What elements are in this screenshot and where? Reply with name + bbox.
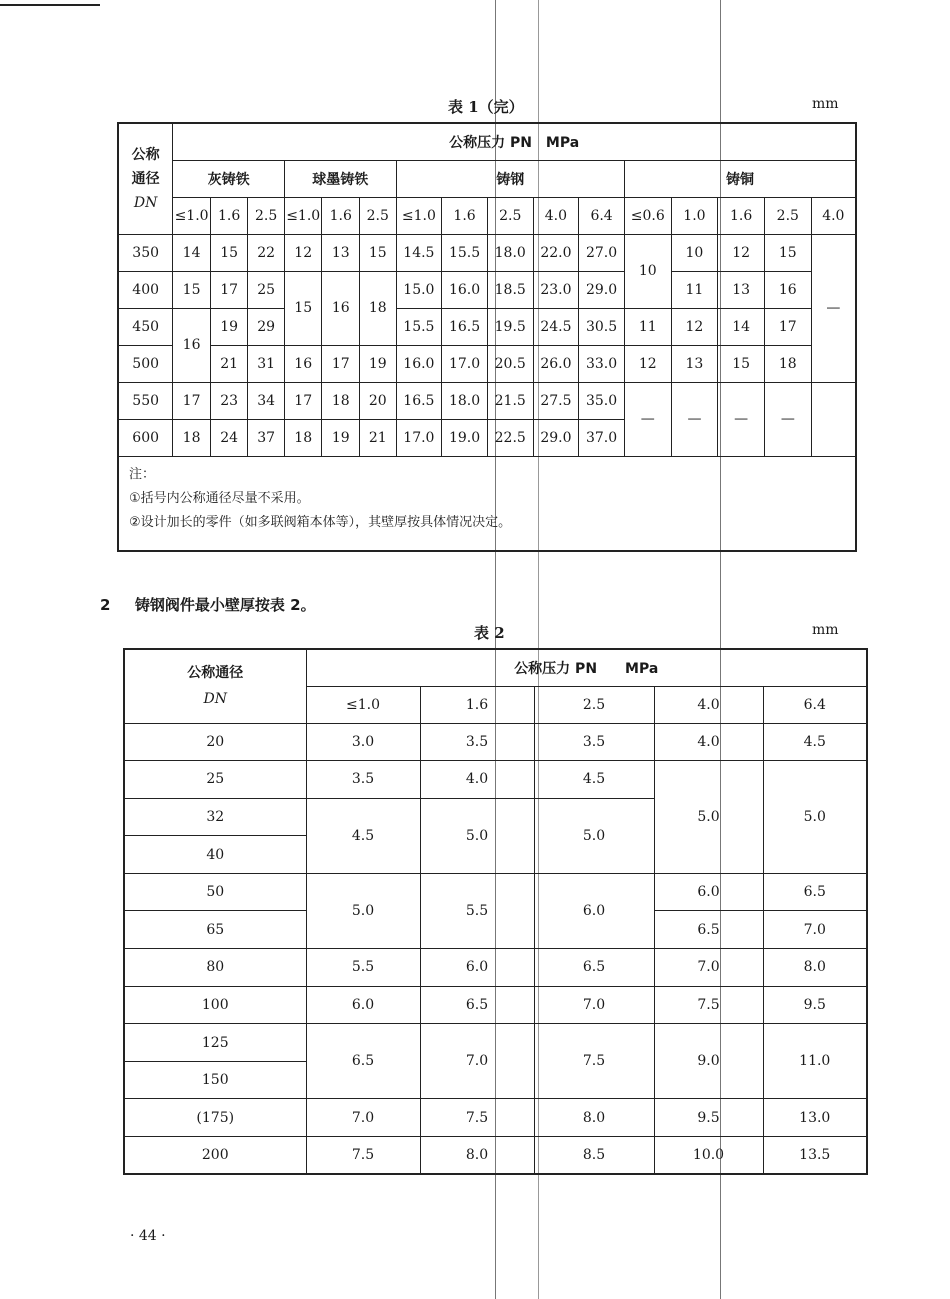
merged-cell: 5.0 (534, 798, 654, 873)
dn-cell: 350 (118, 234, 173, 271)
sub-header: 1.6 (718, 197, 765, 234)
merged-cell: 4.5 (306, 798, 420, 873)
cell: 24.5 (533, 308, 579, 345)
cell: 18 (173, 419, 211, 456)
table-row (124, 1024, 867, 1062)
cell: 9.5 (654, 1099, 763, 1137)
cell: 15 (718, 345, 765, 382)
cell: 17 (173, 382, 211, 419)
page-number: · 44 · (130, 1228, 166, 1244)
group-cast-copper: 铸铜 (624, 160, 856, 197)
sub-header: 2.5 (487, 197, 533, 234)
cell: 20 (360, 382, 397, 419)
merged-cell: 16 (322, 271, 360, 345)
cell: 25 (248, 271, 285, 308)
empty-cell (811, 382, 856, 456)
merged-cell: 5.5 (420, 873, 534, 948)
cell: 16.0 (442, 271, 488, 308)
cell: 16 (764, 271, 811, 308)
table-row (118, 234, 856, 271)
cell: 8.0 (763, 949, 867, 987)
sub-header: ≤0.6 (624, 197, 671, 234)
cell: 7.0 (306, 1099, 420, 1137)
cell: 21.5 (487, 382, 533, 419)
note-label: 注： (129, 466, 156, 482)
cell: 15.5 (442, 234, 488, 271)
merged-cell: 5.0 (763, 761, 867, 874)
cell: 4.5 (534, 761, 654, 799)
table-row (124, 1137, 867, 1175)
table2 (123, 648, 868, 1175)
merged-cell: 9.0 (654, 1024, 763, 1099)
cell: 3.5 (420, 723, 534, 761)
pressure-col: 1.6 (420, 686, 534, 723)
cell: 12 (624, 345, 671, 382)
cell: 18 (284, 419, 322, 456)
cell: 7.5 (306, 1137, 420, 1175)
merged-cell: 6.5 (306, 1024, 420, 1099)
cell: 18.5 (487, 271, 533, 308)
cell: 6.5 (763, 873, 867, 911)
cell: 26.0 (533, 345, 579, 382)
dn-cell: 550 (118, 382, 173, 419)
cell: 17 (284, 382, 322, 419)
table-row (118, 382, 856, 419)
sub-header: 2.5 (248, 197, 285, 234)
cell: 10 (671, 234, 718, 271)
cell: 8.5 (534, 1137, 654, 1175)
cell: 6.0 (306, 986, 420, 1024)
sub-header: ≤1.0 (396, 197, 442, 234)
table-row (124, 986, 867, 1024)
cell: 15.0 (396, 271, 442, 308)
cell: 34 (248, 382, 285, 419)
cell: 7.0 (763, 911, 867, 949)
dn-cell: 400 (118, 271, 173, 308)
cell: 15 (764, 234, 811, 271)
merged-cell: 5.0 (654, 761, 763, 874)
cell: 8.0 (534, 1099, 654, 1137)
cell: 15 (173, 271, 211, 308)
cell: 19 (322, 419, 360, 456)
cell: 17 (322, 345, 360, 382)
sub-header: 1.6 (210, 197, 248, 234)
cell: 19.0 (442, 419, 488, 456)
cell: 11 (624, 308, 671, 345)
cell: 13.5 (763, 1137, 867, 1175)
cell: 18 (322, 382, 360, 419)
cell: 23 (210, 382, 248, 419)
cell: 19 (360, 345, 397, 382)
cell: 35.0 (579, 382, 625, 419)
cell: 13 (718, 271, 765, 308)
cell: 33.0 (579, 345, 625, 382)
dn-cell: 32 (124, 798, 306, 836)
sub-header: 4.0 (811, 197, 856, 234)
sub-header: 1.0 (671, 197, 718, 234)
pressure-header: 公称压力 PN MPa (306, 649, 867, 686)
cell: 14 (173, 234, 211, 271)
sub-header: ≤1.0 (284, 197, 322, 234)
cell: 19 (210, 308, 248, 345)
cell: 14.5 (396, 234, 442, 271)
cell: 3.5 (306, 761, 420, 799)
table-row (118, 271, 856, 308)
dn-cell: (175) (124, 1099, 306, 1137)
table-row (124, 1099, 867, 1137)
dn-cell: 100 (124, 986, 306, 1024)
merged-cell: — (764, 382, 811, 456)
table-row (124, 761, 867, 799)
cell: 20.5 (487, 345, 533, 382)
cell: 23.0 (533, 271, 579, 308)
cell: 10.0 (654, 1137, 763, 1175)
cell: 22.5 (487, 419, 533, 456)
cell: 16.5 (442, 308, 488, 345)
cell: 8.0 (420, 1137, 534, 1175)
cell: 6.5 (654, 911, 763, 949)
dn-header: 公称 通径 DN (118, 123, 173, 234)
cell: 7.0 (654, 949, 763, 987)
cell: 7.5 (420, 1099, 534, 1137)
cell: 7.0 (534, 986, 654, 1024)
dn-cell: 125 (124, 1024, 306, 1062)
merged-cell: 18 (360, 271, 397, 345)
pressure-header: 公称压力 PN MPa (173, 123, 856, 160)
dn-cell: 80 (124, 949, 306, 987)
merged-cell: — (624, 382, 671, 456)
cell: 19.5 (487, 308, 533, 345)
merged-cell: — (718, 382, 765, 456)
cell: 22.0 (533, 234, 579, 271)
cell: 18 (764, 345, 811, 382)
cell: 3.5 (534, 723, 654, 761)
dn-cell: 500 (118, 345, 173, 382)
dn-cell: 65 (124, 911, 306, 949)
table1-caption: 表 1（完） (448, 98, 524, 116)
cell: 6.0 (420, 949, 534, 987)
table2-unit: mm (812, 622, 839, 638)
cell: 16.0 (396, 345, 442, 382)
cell: 37.0 (579, 419, 625, 456)
sub-header: 1.6 (322, 197, 360, 234)
cell: 3.0 (306, 723, 420, 761)
cell: 17 (210, 271, 248, 308)
merged-cell: — (671, 382, 718, 456)
cell: 7.5 (654, 986, 763, 1024)
top-rule (0, 4, 100, 6)
merged-cell: — (811, 234, 856, 382)
merged-cell: 16 (173, 308, 211, 382)
note-1: ①括号内公称通径尽量不采用。 (129, 490, 310, 506)
cell: 21 (360, 419, 397, 456)
cell: 12 (671, 308, 718, 345)
table-row (124, 873, 867, 911)
table1 (117, 122, 857, 552)
cell: 29.0 (579, 271, 625, 308)
merged-cell: 7.0 (420, 1024, 534, 1099)
merged-cell: 10 (624, 234, 671, 308)
cell: 15 (210, 234, 248, 271)
cell: 15.5 (396, 308, 442, 345)
cell: 37 (248, 419, 285, 456)
sub-header: 2.5 (360, 197, 397, 234)
merged-cell: 6.0 (534, 873, 654, 948)
table-row (118, 345, 856, 382)
pressure-col: 2.5 (534, 686, 654, 723)
section-number: 2 (100, 596, 111, 614)
cell: 11 (671, 271, 718, 308)
cell: 17.0 (442, 345, 488, 382)
table-row (124, 723, 867, 761)
cell: 21 (210, 345, 248, 382)
section-text: 铸钢阀件最小壁厚按表 2。 (134, 596, 316, 614)
dn-cell: 25 (124, 761, 306, 799)
cell: 4.0 (420, 761, 534, 799)
merged-cell: 11.0 (763, 1024, 867, 1099)
table-row (124, 949, 867, 987)
merged-cell: 5.0 (420, 798, 534, 873)
group-ductile-iron: 球墨铸铁 (284, 160, 396, 197)
cell: 4.5 (763, 723, 867, 761)
table1-notes (118, 456, 856, 551)
cell: 24 (210, 419, 248, 456)
merged-cell: 15 (284, 271, 322, 345)
dn-cell: 20 (124, 723, 306, 761)
cell: 9.5 (763, 986, 867, 1024)
cell: 16 (284, 345, 322, 382)
cell: 27.0 (579, 234, 625, 271)
pressure-col: 4.0 (654, 686, 763, 723)
group-cast-steel: 铸钢 (396, 160, 624, 197)
cell: 12 (718, 234, 765, 271)
sub-header: 6.4 (579, 197, 625, 234)
pressure-col: 6.4 (763, 686, 867, 723)
cell: 18.0 (442, 382, 488, 419)
cell: 30.5 (579, 308, 625, 345)
cell: 27.5 (533, 382, 579, 419)
table2-caption: 表 2 (474, 624, 505, 642)
merged-cell: 5.0 (306, 873, 420, 948)
cell: 31 (248, 345, 285, 382)
section-2 (100, 594, 316, 615)
cell: 17.0 (396, 419, 442, 456)
cell: 6.5 (420, 986, 534, 1024)
dn-cell: 150 (124, 1061, 306, 1099)
dn-cell: 600 (118, 419, 173, 456)
sub-header: 1.6 (442, 197, 488, 234)
cell: 6.5 (534, 949, 654, 987)
cell: 13.0 (763, 1099, 867, 1137)
dn-cell: 200 (124, 1137, 306, 1175)
cell: 5.5 (306, 949, 420, 987)
merged-cell: 7.5 (534, 1024, 654, 1099)
table1-unit: mm (812, 96, 839, 112)
sub-header: 2.5 (764, 197, 811, 234)
cell: 15 (360, 234, 397, 271)
cell: 12 (284, 234, 322, 271)
table-row (118, 308, 856, 345)
cell: 6.0 (654, 873, 763, 911)
sub-header: ≤1.0 (173, 197, 211, 234)
cell: 4.0 (654, 723, 763, 761)
dn-cell: 40 (124, 836, 306, 874)
cell: 13 (322, 234, 360, 271)
dn-header: 公称通径 DN (124, 649, 306, 723)
group-grey-cast-iron: 灰铸铁 (173, 160, 285, 197)
cell: 17 (764, 308, 811, 345)
pressure-col: ≤1.0 (306, 686, 420, 723)
dn-cell: 450 (118, 308, 173, 345)
cell: 29 (248, 308, 285, 345)
cell: 16.5 (396, 382, 442, 419)
cell: 18.0 (487, 234, 533, 271)
cell: 22 (248, 234, 285, 271)
cell: 14 (718, 308, 765, 345)
cell: 13 (671, 345, 718, 382)
note-2: ②设计加长的零件（如多联阀箱本体等），其壁厚按具体情况决定。 (129, 514, 512, 530)
cell: 29.0 (533, 419, 579, 456)
sub-header: 4.0 (533, 197, 579, 234)
dn-cell: 50 (124, 873, 306, 911)
